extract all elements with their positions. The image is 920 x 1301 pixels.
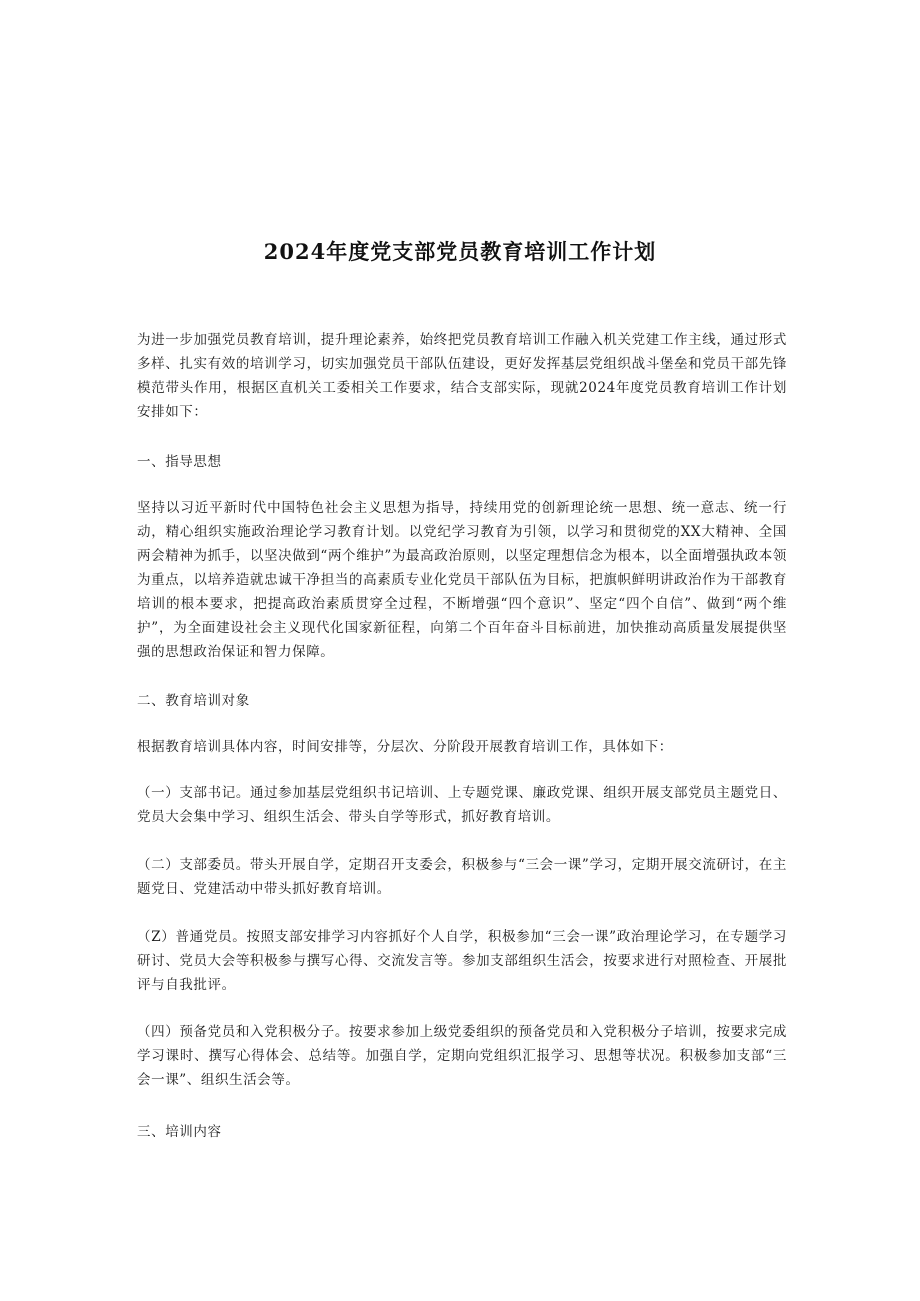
guiding-ideology-paragraph: 坚持以习近平新时代中国特色社会主义思想为指导，持续用党的创新理论统一思想、统一意志、统一行动，精心组织实施政治理论学习教育计划。以党纪学习教育为引领，以学习和贯彻党的XX大精神、全国两会精神为抓手，以坚决做到“两个维护”为最高政治原则，以坚定理想信念为根本，以全面增强执政本领为重点，以培养造就忠诚干净担当的高素质专业化党员干部队伍为目标，把旗帜鲜明讲政治作为干部教育培训的根本要求，把提高政治素质贯穿全过程，不断增强“四个意识”、坚定“四个自信”、做到“两个维护”，为全面建设社会主义现代化国家新征程，向第二个百年奋斗目标前进，加快推动高质量发展提供坚强的思想政治保证和智力保障。	[137, 500, 787, 660]
section-heading-training-content: 三、培训内容	[137, 1124, 222, 1140]
training-item-branch-secretary: （一）支部书记。通过参加基层党组织书记培训、上专题党课、廉政党课、组织开展支部党员主题党日、党员大会集中学习、组织生活会、带头自学等形式，抓好教育培训。	[137, 785, 787, 825]
training-targets-intro: 根据教育培训具体内容，时间安排等，分层次、分阶段开展教育培训工作，具体如下：	[137, 739, 673, 755]
document-title: 2024年度党支部党员教育培训工作计划	[263, 239, 657, 264]
training-item-probationary-members: （四）预备党员和入党积极分子。按要求参加上级党委组织的预备党员和入党积极分子培训，按要求完成学习课时、撰写心得体会、总结等。加强自学，定期向党组织汇报学习、思想等状况。积极参加支部“三会一课”、组织生活会等。	[137, 1024, 787, 1088]
training-item-regular-members: （Z）普通党员。按照支部安排学习内容抓好个人自学，积极参加“三会一课”政治理论学习，在专题学习研讨、党员大会等积极参与撰写心得、交流发言等。参加支部组织生活会，按要求进行对照检查、开展批评与自我批评。	[137, 929, 787, 993]
training-item-branch-committee: （二）支部委员。带头开展自学，定期召开支委会，积极参与“三会一课”学习，定期开展交流研讨，在主题党日、党建活动中带头抓好教育培训。	[137, 857, 787, 897]
section-heading-guiding-ideology: 一、指导思想	[137, 454, 222, 470]
intro-paragraph: 为进一步加强党员教育培训，提升理论素养，始终把党员教育培训工作融入机关党建工作主线，通过形式多样、扎实有效的培训学习，切实加强党员干部队伍建设，更好发挥基层党组织战斗堡垒和党员干部先锋模范带头作用，根据区直机关工委相关工作要求，结合支部实际，现就2024年度党员教育培训工作计划安排如下：	[137, 332, 787, 420]
section-heading-training-targets: 二、教育培训对象	[137, 693, 250, 709]
